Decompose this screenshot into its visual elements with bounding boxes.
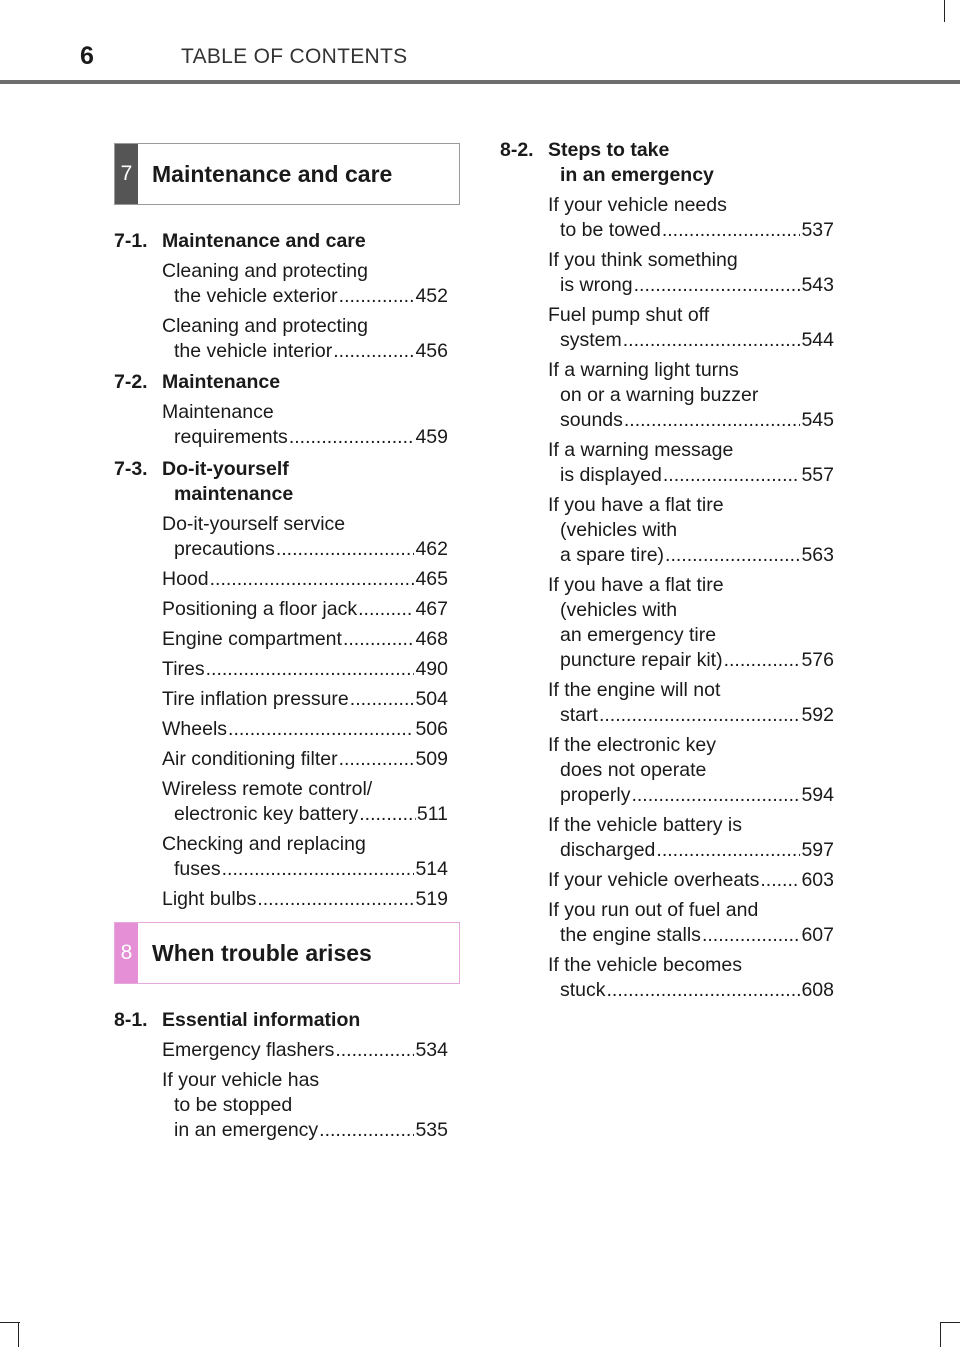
toc-page-number: 511 bbox=[416, 803, 448, 825]
toc-entry-text: the engine stalls bbox=[560, 924, 701, 946]
section-title-8: When trouble arises bbox=[152, 940, 372, 966]
toc-entry[interactable] bbox=[548, 733, 834, 808]
subsection-name bbox=[162, 457, 462, 507]
toc-entry-text: If you think something bbox=[548, 249, 738, 271]
toc-entry-text: stuck bbox=[560, 979, 606, 1001]
dot-leader bbox=[339, 747, 415, 772]
toc-entry[interactable] bbox=[162, 259, 448, 309]
toc-entry-text: Emergency flashers bbox=[162, 1039, 335, 1061]
dot-leader bbox=[665, 543, 800, 568]
toc-entry-text: puncture repair kit) bbox=[560, 649, 723, 671]
toc-entry[interactable] bbox=[548, 678, 834, 728]
toc-entry[interactable] bbox=[548, 898, 834, 948]
toc-entry-text: the vehicle interior bbox=[174, 340, 333, 362]
dot-leader bbox=[350, 687, 415, 712]
toc-entry[interactable] bbox=[162, 777, 448, 827]
dot-leader bbox=[343, 627, 415, 652]
toc-page-number: 534 bbox=[415, 1039, 448, 1061]
toc-page-number: 514 bbox=[415, 858, 448, 880]
subsection-name-line: Maintenance and care bbox=[162, 230, 366, 252]
toc-entry-text: Wheels bbox=[162, 718, 228, 740]
toc-entry-text: Engine compartment bbox=[162, 628, 342, 650]
toc-entry-text: properly bbox=[560, 784, 631, 806]
dot-leader bbox=[257, 887, 414, 912]
subsection-name-line: Maintenance bbox=[162, 371, 281, 393]
dot-leader bbox=[359, 802, 416, 827]
toc-entry-text: If you run out of fuel and bbox=[548, 899, 759, 921]
toc-entry-text: Tire inflation pressure bbox=[162, 688, 349, 710]
toc-entry-text: fuses bbox=[174, 858, 221, 880]
dot-leader bbox=[335, 1038, 414, 1063]
toc-page-number: 603 bbox=[801, 869, 834, 891]
toc-entry-text: an emergency tire bbox=[560, 624, 717, 646]
subsection-name-line: in an emergency bbox=[560, 164, 714, 186]
toc-page-number: 597 bbox=[801, 839, 834, 861]
subsection-number: 8-2. bbox=[500, 139, 534, 161]
toc-entry-text: If the electronic key bbox=[548, 734, 716, 756]
toc-page-number: 459 bbox=[415, 426, 448, 448]
toc-page-number: 467 bbox=[415, 598, 448, 620]
subsection-name-line: Steps to take bbox=[548, 139, 670, 161]
dot-leader bbox=[631, 783, 800, 808]
toc-page-number: 535 bbox=[415, 1119, 448, 1141]
toc-page-number: 452 bbox=[415, 285, 448, 307]
subsection-name bbox=[162, 1008, 462, 1033]
toc-entry-text: to be towed bbox=[560, 219, 661, 241]
toc-entry-text: If the vehicle becomes bbox=[548, 954, 743, 976]
toc-entry-text: on or a warning buzzer bbox=[560, 384, 759, 406]
dot-leader bbox=[624, 408, 801, 433]
dot-leader bbox=[228, 717, 414, 742]
subsection-name bbox=[548, 138, 848, 188]
toc-entry-text: If your vehicle needs bbox=[548, 194, 727, 216]
toc-entry-text: Fuel pump shut off bbox=[548, 304, 710, 326]
section-header-8 bbox=[114, 922, 460, 984]
toc-entry-text: does not operate bbox=[560, 759, 707, 781]
crop-mark bbox=[940, 1322, 941, 1347]
toc-entry-text: precautions bbox=[174, 538, 275, 560]
subsection-name-line: Do-it-yourself bbox=[162, 458, 289, 480]
toc-entry-text: If your vehicle has bbox=[162, 1069, 320, 1091]
toc-entry[interactable] bbox=[162, 687, 448, 712]
toc-entry-text: Positioning a floor jack bbox=[162, 598, 358, 620]
dot-leader bbox=[339, 284, 415, 309]
section-header-7 bbox=[114, 143, 460, 205]
toc-page-number: 563 bbox=[801, 544, 834, 566]
toc-page-number: 519 bbox=[415, 888, 448, 910]
toc-entry[interactable] bbox=[548, 358, 834, 433]
toc-entry-text: If a warning message bbox=[548, 439, 734, 461]
toc-entry[interactable] bbox=[548, 303, 834, 353]
toc-entry-text: in an emergency bbox=[174, 1119, 319, 1141]
dot-leader bbox=[276, 537, 415, 562]
toc-entry-text: a spare tire) bbox=[560, 544, 665, 566]
dot-leader bbox=[289, 425, 415, 450]
toc-page-number: 537 bbox=[801, 219, 834, 241]
toc-entry[interactable] bbox=[162, 314, 448, 364]
toc-entry[interactable] bbox=[548, 493, 834, 568]
toc-entry[interactable] bbox=[162, 627, 448, 652]
toc-entry[interactable] bbox=[548, 248, 834, 298]
toc-entry[interactable] bbox=[162, 1038, 448, 1063]
toc-entry-text: system bbox=[560, 329, 622, 351]
dot-leader bbox=[333, 339, 414, 364]
dot-leader bbox=[662, 218, 801, 243]
toc-page-number: 462 bbox=[415, 538, 448, 560]
toc-entry-text: the vehicle exterior bbox=[174, 285, 338, 307]
toc-entry[interactable] bbox=[162, 512, 448, 562]
toc-entry[interactable] bbox=[548, 193, 834, 243]
crop-mark bbox=[0, 1322, 20, 1323]
toc-entry[interactable] bbox=[162, 832, 448, 882]
dot-leader bbox=[760, 868, 800, 893]
toc-entry-text: Cleaning and protecting bbox=[162, 315, 368, 337]
toc-entry-text: Tires bbox=[162, 658, 205, 680]
dot-leader bbox=[222, 857, 415, 882]
dot-leader bbox=[358, 597, 414, 622]
toc-entry-text: electronic key battery bbox=[174, 803, 359, 825]
dot-leader bbox=[702, 923, 801, 948]
toc-page-number: 456 bbox=[415, 340, 448, 362]
toc-entry-text: Light bulbs bbox=[162, 888, 257, 910]
toc-entry-text: If the engine will not bbox=[548, 679, 721, 701]
toc-page-number: 509 bbox=[415, 748, 448, 770]
toc-entry[interactable] bbox=[162, 747, 448, 772]
toc-page-number: 594 bbox=[801, 784, 834, 806]
toc-page-number: 557 bbox=[801, 464, 834, 486]
toc-entry[interactable] bbox=[162, 1068, 448, 1143]
toc-page-number: 545 bbox=[801, 409, 834, 431]
section-tab-7: 7 bbox=[115, 144, 138, 204]
toc-entry-text: Maintenance bbox=[162, 401, 274, 423]
toc-entry[interactable] bbox=[548, 573, 834, 673]
toc-page-number: 465 bbox=[415, 568, 448, 590]
section-title-7: Maintenance and care bbox=[152, 161, 393, 187]
toc-entry[interactable] bbox=[162, 567, 448, 592]
dot-leader bbox=[634, 273, 801, 298]
toc-entry-text: requirements bbox=[174, 426, 288, 448]
toc-entry-text: If the vehicle battery is bbox=[548, 814, 743, 836]
toc-entry-text: Hood bbox=[162, 568, 209, 590]
toc-entry-text: Do-it-yourself service bbox=[162, 513, 346, 535]
crop-mark bbox=[940, 1322, 960, 1323]
dot-leader bbox=[623, 328, 801, 353]
toc-entry-text: is displayed bbox=[560, 464, 662, 486]
toc-page-number: 490 bbox=[415, 658, 448, 680]
subsection-name-line: Essential information bbox=[162, 1009, 361, 1031]
toc-entry-text: discharged bbox=[560, 839, 656, 861]
dot-leader bbox=[206, 657, 415, 682]
toc-page-number: 608 bbox=[801, 979, 834, 1001]
toc-entry[interactable] bbox=[548, 438, 834, 488]
toc-entry[interactable] bbox=[548, 813, 834, 863]
toc-entry-text: Cleaning and protecting bbox=[162, 260, 368, 282]
toc-page-number: 607 bbox=[801, 924, 834, 946]
toc-page-number: 504 bbox=[415, 688, 448, 710]
toc-entry[interactable] bbox=[162, 597, 448, 622]
toc-entry-text: start bbox=[560, 704, 598, 726]
subsection-name-line: maintenance bbox=[174, 483, 294, 505]
section-tab-8: 8 bbox=[115, 923, 138, 983]
toc-entry-text: sounds bbox=[560, 409, 623, 431]
page-header bbox=[0, 0, 960, 84]
toc-entry[interactable] bbox=[162, 717, 448, 742]
toc-entry-text: (vehicles with bbox=[560, 599, 678, 621]
toc-entry-text: If your vehicle overheats bbox=[548, 869, 760, 891]
page-title: TABLE OF CONTENTS bbox=[181, 45, 408, 68]
crop-mark bbox=[944, 0, 945, 22]
dot-leader bbox=[607, 978, 801, 1003]
dot-leader bbox=[210, 567, 415, 592]
toc-entry-text: is wrong bbox=[560, 274, 633, 296]
toc-page-number: 544 bbox=[801, 329, 834, 351]
subsection-number: 7-3. bbox=[114, 458, 148, 480]
toc-page-number: 506 bbox=[415, 718, 448, 740]
toc-page-number: 468 bbox=[415, 628, 448, 650]
toc-entry[interactable] bbox=[162, 887, 448, 912]
dot-leader bbox=[724, 648, 801, 673]
toc-entry-text: If you have a flat tire bbox=[548, 574, 724, 596]
toc-entry-text: Wireless remote control/ bbox=[162, 778, 373, 800]
toc-entry-text: to be stopped bbox=[174, 1094, 293, 1116]
subsection-number: 8-1. bbox=[114, 1009, 148, 1031]
subsection-number: 7-1. bbox=[114, 230, 148, 252]
dot-leader bbox=[663, 463, 801, 488]
dot-leader bbox=[599, 703, 801, 728]
subsection-name bbox=[162, 370, 462, 395]
toc-entry-text: Checking and replacing bbox=[162, 833, 366, 855]
crop-mark bbox=[18, 1322, 19, 1347]
subsection-number: 7-2. bbox=[114, 371, 148, 393]
toc-page-number: 543 bbox=[801, 274, 834, 296]
toc-entry-text: If you have a flat tire bbox=[548, 494, 724, 516]
toc-page-number: 576 bbox=[801, 649, 834, 671]
toc-entry-text: Air conditioning filter bbox=[162, 748, 338, 770]
toc-entry[interactable] bbox=[548, 953, 834, 1003]
toc-entry-text: If a warning light turns bbox=[548, 359, 739, 381]
toc-entry[interactable] bbox=[162, 400, 448, 450]
page-number: 6 bbox=[80, 42, 94, 70]
dot-leader bbox=[319, 1118, 414, 1143]
toc-entry-text: (vehicles with bbox=[560, 519, 678, 541]
dot-leader bbox=[656, 838, 800, 863]
toc-entry[interactable] bbox=[162, 657, 448, 682]
subsection-name bbox=[162, 229, 462, 254]
toc-entry[interactable] bbox=[548, 868, 834, 893]
toc-page-number: 592 bbox=[801, 704, 834, 726]
header-rule bbox=[0, 80, 960, 84]
